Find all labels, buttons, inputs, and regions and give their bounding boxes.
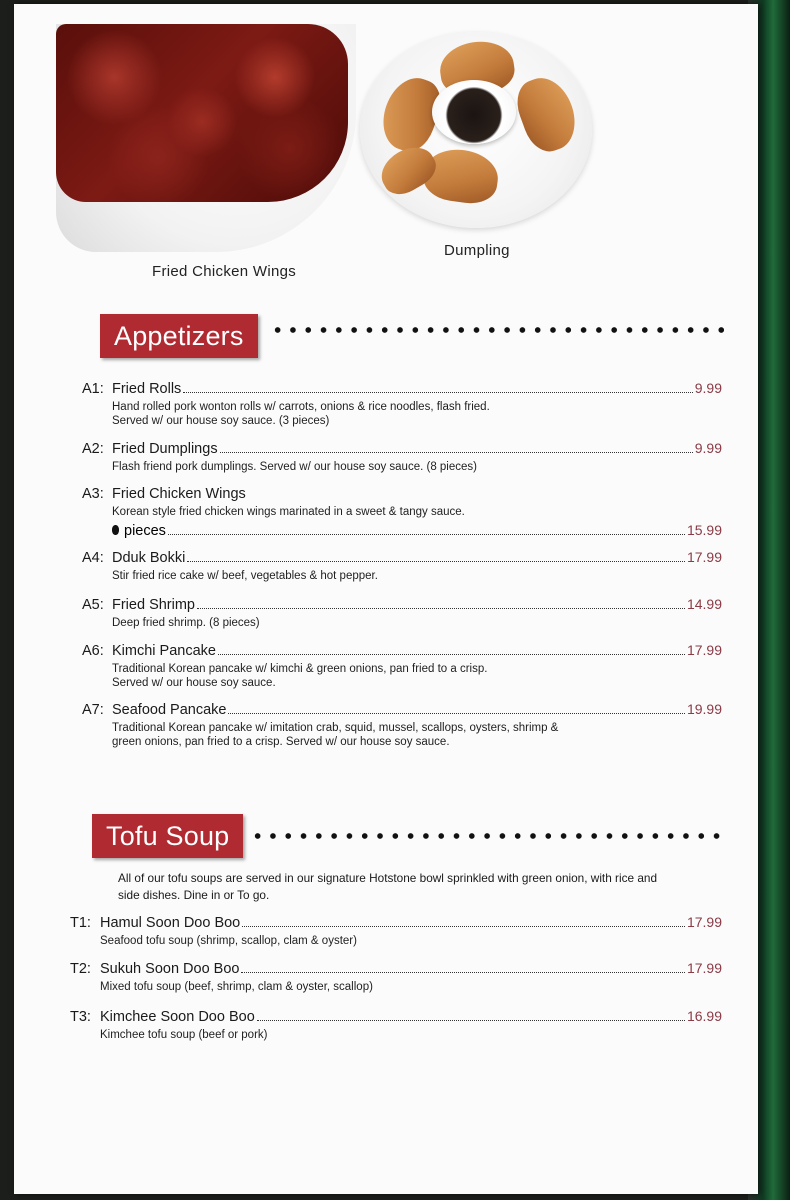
- item-price: 17.99: [686, 914, 722, 930]
- item-description: Traditional Korean pancake w/ kimchi & green onions, pan fried to a crisp. Served w/ our house soy sauce.: [112, 663, 488, 689]
- item-description: Mixed tofu soup (beef, shrimp, clam & oyster, scallop): [100, 981, 373, 993]
- menu-item-a4: [82, 549, 722, 583]
- item-code: A6:: [82, 643, 104, 659]
- menu-item-a7: [82, 701, 722, 749]
- item-price: 9.99: [694, 440, 722, 456]
- item-description: Kimchee tofu soup (beef or pork): [100, 1029, 268, 1041]
- item-portion-label: pieces: [124, 523, 166, 539]
- dot-leader: [241, 971, 684, 973]
- item-name: Dduk Bokki: [112, 550, 186, 566]
- item-code: A7:: [82, 702, 104, 718]
- item-price: 17.99: [686, 960, 722, 976]
- item-code: T3:: [70, 1009, 91, 1025]
- menu-item-t2: [70, 960, 722, 994]
- ink-mark: [112, 525, 119, 535]
- item-description: Hand rolled pork wonton rolls w/ carrots, onions & rice noodles, flash fried. Served w/ our house soy sauce. (3 pieces): [112, 401, 490, 427]
- fried-chicken-wings-photo: [56, 24, 356, 252]
- item-price: 16.99: [686, 1008, 722, 1024]
- item-price: 17.99: [686, 549, 722, 565]
- soy-sauce-bowl: [432, 80, 516, 144]
- item-description: Flash friend pork dumplings. Served w/ our house soy sauce. (8 pieces): [112, 461, 477, 473]
- menu-item-a1: [82, 380, 722, 428]
- menu-item-a2: [82, 440, 722, 474]
- dumpling-photo: [360, 32, 592, 228]
- dot-leader: [257, 1019, 685, 1021]
- dot-leader: [228, 712, 684, 714]
- item-name: Kimchi Pancake: [112, 643, 216, 659]
- tofu-soup-dot-rule: [250, 832, 724, 840]
- item-description: Traditional Korean pancake w/ imitation crab, squid, mussel, scallops, oysters, shrimp & green onions, pan fried to a crisp. Served w/ our house soy sauce.: [112, 722, 559, 748]
- item-name: Sukuh Soon Doo Boo: [100, 961, 240, 977]
- item-price: 17.99: [686, 642, 722, 658]
- item-name: Hamul Soon Doo Boo: [100, 915, 241, 931]
- item-code: T1:: [70, 915, 91, 931]
- menu-item-a3: [82, 486, 722, 539]
- dot-leader: [187, 560, 685, 562]
- appetizers-heading: Appetizers: [100, 314, 258, 358]
- item-code: A2:: [82, 441, 104, 457]
- item-name: Fried Rolls: [112, 381, 182, 397]
- dot-leader: [168, 533, 685, 535]
- dot-leader: [197, 607, 685, 609]
- item-name: Fried Dumplings: [112, 441, 218, 457]
- item-price: 15.99: [686, 522, 722, 538]
- item-description: Stir fried rice cake w/ beef, vegetables & hot pepper.: [112, 570, 378, 582]
- menu-item-t1: [70, 914, 722, 948]
- tofu-soup-intro: All of our tofu soups are served in our signature Hotstone bowl sprinkled with green onion, with rice and side dishes. Dine in or To go.: [118, 871, 658, 902]
- dumpling-caption: Dumpling: [444, 242, 510, 259]
- item-name: Seafood Pancake: [112, 702, 227, 718]
- item-description: Deep fried shrimp. (8 pieces): [112, 617, 260, 629]
- menu-page: [14, 4, 758, 1194]
- item-code: A4:: [82, 550, 104, 566]
- item-name: Fried Chicken Wings: [112, 486, 246, 502]
- appetizers-dot-rule: [270, 326, 724, 334]
- menu-item-a5: [82, 596, 722, 630]
- item-code: T2:: [70, 961, 91, 977]
- item-code: A5:: [82, 597, 104, 613]
- tofu-soup-heading: Tofu Soup: [92, 814, 243, 858]
- item-name: Fried Shrimp: [112, 597, 195, 613]
- dot-leader: [183, 391, 692, 393]
- item-description: Korean style fried chicken wings marinated in a sweet & tangy sauce.: [112, 506, 465, 518]
- item-price: 14.99: [686, 596, 722, 612]
- item-price: 9.99: [694, 380, 722, 396]
- menu-item-a6: [82, 642, 722, 690]
- item-price: 19.99: [686, 701, 722, 717]
- fried-chicken-wings-caption: Fried Chicken Wings: [152, 263, 297, 280]
- item-code: A3:: [82, 486, 104, 502]
- item-description: Seafood tofu soup (shrimp, scallop, clam & oyster): [100, 935, 357, 947]
- dot-leader: [218, 653, 685, 655]
- menu-item-t3: [70, 1008, 722, 1042]
- dot-leader: [242, 925, 685, 927]
- dot-leader: [220, 451, 693, 453]
- item-name: Kimchee Soon Doo Boo: [100, 1009, 255, 1025]
- item-code: A1:: [82, 381, 104, 397]
